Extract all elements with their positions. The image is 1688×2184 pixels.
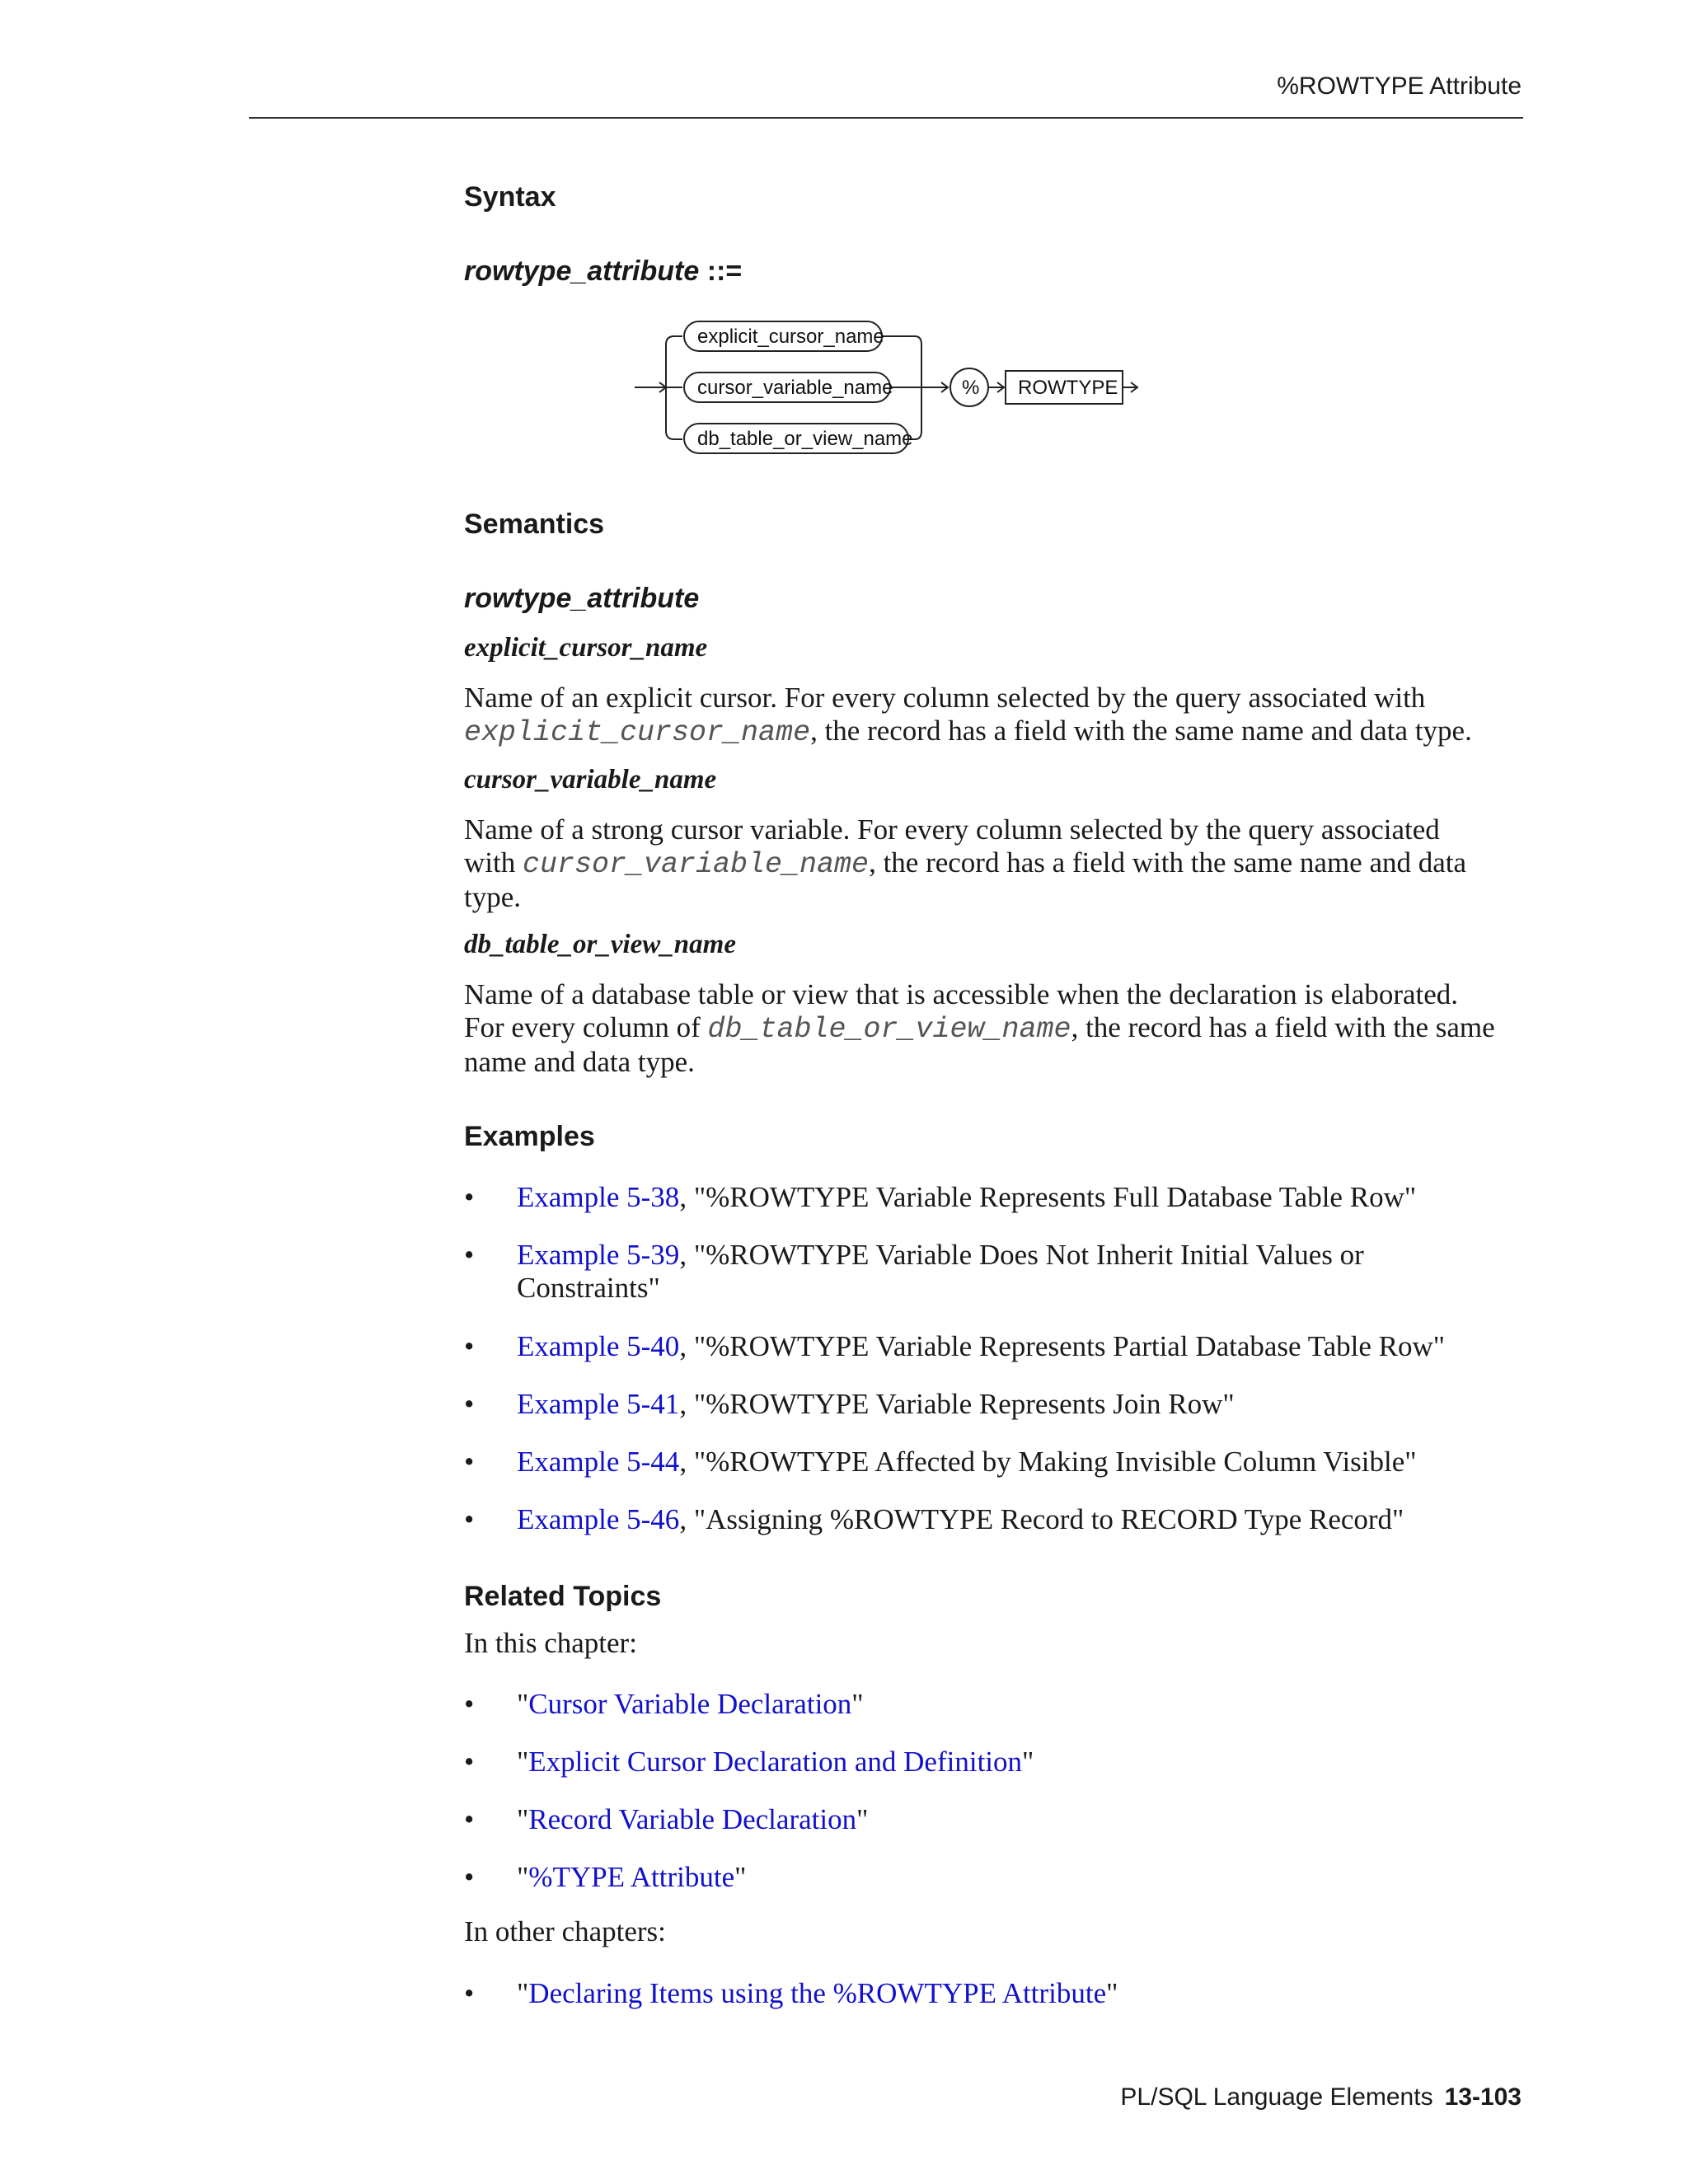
- example-title: , "Assigning %ROWTYPE Record to RECORD Type Record": [679, 1503, 1404, 1535]
- quote-mark: ": [517, 1688, 529, 1720]
- term-db-table-or-view-name: db_table_or_view_name: [464, 930, 736, 959]
- footer-section: PL/SQL Language Elements: [1120, 2083, 1433, 2111]
- definition-line: type.: [464, 881, 522, 913]
- bullet: •: [464, 1746, 475, 1778]
- percent-symbol: %: [962, 377, 980, 399]
- bullet: •: [464, 1181, 475, 1213]
- example-title: , "%ROWTYPE Variable Represents Join Row": [679, 1388, 1235, 1420]
- rowtype-keyword: ROWTYPE: [1018, 377, 1118, 399]
- in-other-chapters-label: In other chapters:: [464, 1915, 666, 1947]
- code-term: cursor_variable_name: [522, 848, 870, 881]
- term-explicit-cursor-name: explicit_cursor_name: [464, 633, 708, 663]
- related-link[interactable]: %TYPE Attribute: [528, 1861, 735, 1893]
- examples-heading: Examples: [464, 1121, 595, 1152]
- example-title: , "%ROWTYPE Variable Represents Full Database Table Row": [679, 1181, 1417, 1213]
- semantics-subheading: rowtype_attribute: [464, 583, 700, 614]
- page-number: 13-103: [1444, 2083, 1522, 2111]
- related-link[interactable]: Record Variable Declaration: [528, 1803, 857, 1835]
- syntax-rule-name: rowtype_attribute: [464, 255, 700, 287]
- page-footer: [1120, 2083, 1522, 2111]
- option-explicit-cursor-name: explicit_cursor_name: [697, 326, 884, 348]
- definition-text: , the record has a field with the same name and data: [869, 846, 1467, 879]
- bullet: •: [464, 1977, 475, 2009]
- option-db-table-or-view-name: db_table_or_view_name: [697, 428, 913, 450]
- definition-text: with: [464, 846, 523, 879]
- definition-db-table-or-view-name: [464, 978, 1527, 1079]
- definition-line: Name of an explicit cursor. For every column selected by the query associated with: [464, 682, 1426, 714]
- syntax-rule: [464, 255, 742, 288]
- left-rail-bottom: [666, 387, 682, 439]
- definition-line: Name of a database table or view that is accessible when the declaration is elaborated.: [464, 978, 1459, 1010]
- example-title: , "%ROWTYPE Affected by Making Invisible Column Visible": [679, 1446, 1417, 1478]
- definition-line: [464, 846, 1527, 881]
- example-link[interactable]: Example 5-38: [517, 1181, 680, 1213]
- left-rail-top: [666, 336, 682, 387]
- code-term: db_table_or_view_name: [707, 1013, 1071, 1046]
- definition-text: , the record has a field with the same: [1071, 1011, 1495, 1043]
- bullet: •: [464, 1239, 475, 1271]
- bullet: •: [464, 1861, 475, 1893]
- example-link[interactable]: Example 5-40: [517, 1330, 680, 1362]
- bullet: •: [464, 1803, 475, 1835]
- quote-mark: ": [517, 1977, 529, 2009]
- definition-text: For every column of: [464, 1011, 708, 1043]
- term-cursor-variable-name: cursor_variable_name: [464, 765, 717, 794]
- bullet: •: [464, 1688, 475, 1720]
- option-cursor-variable-name: cursor_variable_name: [697, 377, 893, 399]
- header-rule: [249, 117, 1523, 119]
- syntax-diagram: [626, 312, 1170, 468]
- example-link[interactable]: Example 5-46: [517, 1503, 680, 1535]
- code-term: explicit_cursor_name: [464, 716, 811, 749]
- definition-text: , the record has a field with the same name and data type.: [810, 715, 1472, 747]
- syntax-heading: Syntax: [464, 181, 556, 213]
- definition-cursor-variable-name: [464, 813, 1527, 914]
- quote-mark: ": [734, 1861, 747, 1893]
- quote-mark: ": [851, 1688, 864, 1720]
- example-link[interactable]: Example 5-41: [517, 1388, 680, 1420]
- bullet: •: [464, 1503, 475, 1535]
- quote-mark: ": [1106, 1977, 1118, 2009]
- related-link[interactable]: Cursor Variable Declaration: [528, 1688, 852, 1720]
- related-link[interactable]: Explicit Cursor Declaration and Definition: [528, 1746, 1023, 1778]
- definition-explicit-cursor-name: [464, 682, 1527, 749]
- definition-line: name and data type.: [464, 1046, 695, 1078]
- example-title-continued: Constraints": [517, 1272, 660, 1304]
- running-header: %ROWTYPE Attribute: [1277, 73, 1522, 100]
- example-title: , "%ROWTYPE Variable Represents Partial Database Table Row": [679, 1330, 1446, 1362]
- related-link[interactable]: Declaring Items using the %ROWTYPE Attribute: [528, 1977, 1107, 2009]
- quote-mark: ": [517, 1803, 529, 1835]
- quote-mark: ": [517, 1746, 529, 1778]
- definition-line: Name of a strong cursor variable. For every column selected by the query associated: [464, 813, 1440, 846]
- example-title: , "%ROWTYPE Variable Does Not Inherit Initial Values or: [679, 1239, 1364, 1271]
- definition-line: [464, 1011, 1527, 1046]
- bullet: •: [464, 1446, 475, 1478]
- bullet: •: [464, 1388, 475, 1420]
- bullet: •: [464, 1330, 475, 1362]
- quote-mark: ": [1022, 1746, 1034, 1778]
- semantics-heading: Semantics: [464, 509, 605, 540]
- related-topics-heading: Related Topics: [464, 1581, 662, 1612]
- example-link[interactable]: Example 5-39: [517, 1239, 680, 1271]
- quote-mark: ": [856, 1803, 869, 1835]
- syntax-rule-op: ::=: [699, 255, 743, 287]
- example-link[interactable]: Example 5-44: [517, 1446, 680, 1478]
- definition-line: [464, 715, 1527, 749]
- quote-mark: ": [517, 1861, 529, 1893]
- in-this-chapter-label: In this chapter:: [464, 1627, 637, 1659]
